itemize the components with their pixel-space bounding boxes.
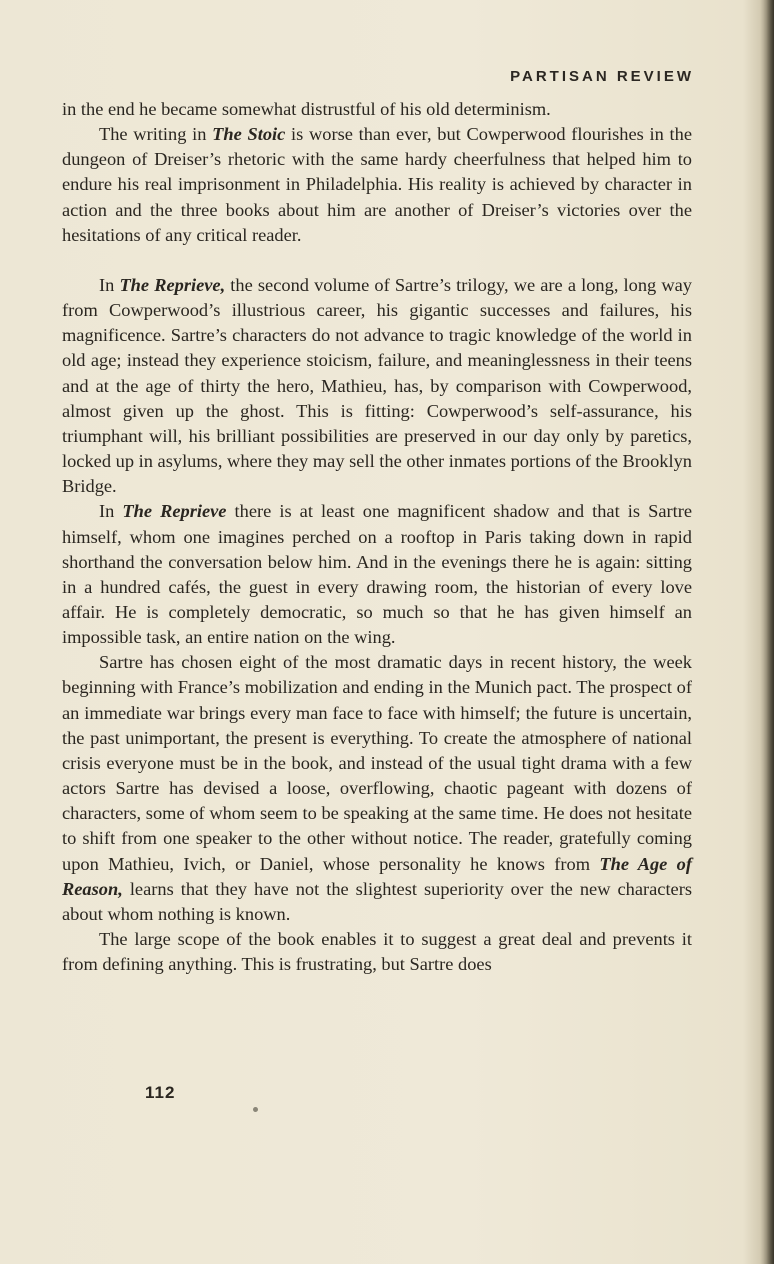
page-spine-shadow bbox=[760, 0, 774, 1264]
paragraph-3-text-a: In bbox=[99, 274, 120, 295]
paragraph-3 bbox=[62, 273, 692, 499]
article-body bbox=[62, 97, 692, 977]
paragraph-6: The large scope of the book enables it to suggest a great deal and prevents it from defining anything. This is frustrating, but Sartre does bbox=[62, 929, 692, 975]
paragraph-2 bbox=[62, 122, 692, 248]
paragraph-5-text-b: learns that they have not the slightest superiority over the new characters about whom nothing is known. bbox=[62, 878, 692, 924]
paragraph-2-text-a: The writing in bbox=[99, 124, 213, 145]
paragraph-4-text-b: there is at least one magnificent shadow and that is Sartre himself, whom one imagines perched on a rooftop in Paris taking down in rapid shorthand the conversation below him. And in the evenings there he is again: sitting in a hundred cafés, the guest in every drawing room, the historian of every love affair. He is completely democratic, so much so that he has given himself an impossible task, an entire nation on the wing. bbox=[62, 501, 693, 648]
paragraph-4 bbox=[62, 499, 692, 650]
paragraph-2-text-b: is worse than ever, but Cowperwood flourishes in the dungeon of Dreiser’s rhetoric with the same hardy cheerfulness that helped him to endure his real imprisonment in Philadelphia. His reality is achieved by character in action and the three books about him are another of Dreiser’s victories over the hesitations of any critical reader. bbox=[62, 124, 692, 245]
paragraph-5-text-a: Sartre has chosen eight of the most dramatic days in recent history, the week beginning with France’s mobilization and ending in the Munich pact. The prospect of an immediate war brings every man face to face with himself; the future is uncertain, the past unimportant, the present is everything. To create the atmosphere of national crisis everyone must be in the book, and instead of the usual tight drama with a few actors Sartre has devised a loose, overflowing, chaotic pageant with dozens of characters, some of whom seem to be speaking at the same time. He does not hesitate to shift from one speaker to the other without notice. The reader, gratefully coming upon Mathieu, Ivich, or Daniel, whose personality he knows from bbox=[62, 652, 692, 874]
ink-speck bbox=[253, 1107, 258, 1112]
book-title-the-reprieve: The Reprieve, bbox=[119, 274, 226, 295]
book-title-the-stoic: The Stoic bbox=[212, 124, 286, 145]
paragraph-3-text-b: the second volume of Sartre’s trilogy, we are a long, long way from Cowperwood’s illustrious career, his gigantic successes and failures, his magnificence. Sartre’s characters do not advance to tragic knowledge of the world in old age; instead they experience stoicism, failure, and meaninglessness in their teens and at the age of thirty the hero, Mathieu, has, by comparison with Cowperwood, almost given up the ghost. This is fitting: Cowperwood’s self-assurance, his triumphant will, his brilliant possibilities are preserved in our day only by paretics, locked up in asylums, where they may sell the other inmates portions of the Brooklyn Bridge. bbox=[62, 274, 693, 497]
page-number: 112 bbox=[145, 1083, 176, 1102]
paragraph-1: in the end he became somewhat distrustful of his old determinism. bbox=[62, 99, 551, 119]
paragraph-5 bbox=[62, 650, 692, 927]
book-title-the-reprieve-2: The Reprieve bbox=[122, 501, 227, 522]
paragraph-4-text-a: In bbox=[99, 501, 123, 522]
running-header: PARTISAN REVIEW bbox=[510, 68, 694, 85]
book-title-the-age-of-reason: The Age of Reason, bbox=[62, 853, 692, 899]
